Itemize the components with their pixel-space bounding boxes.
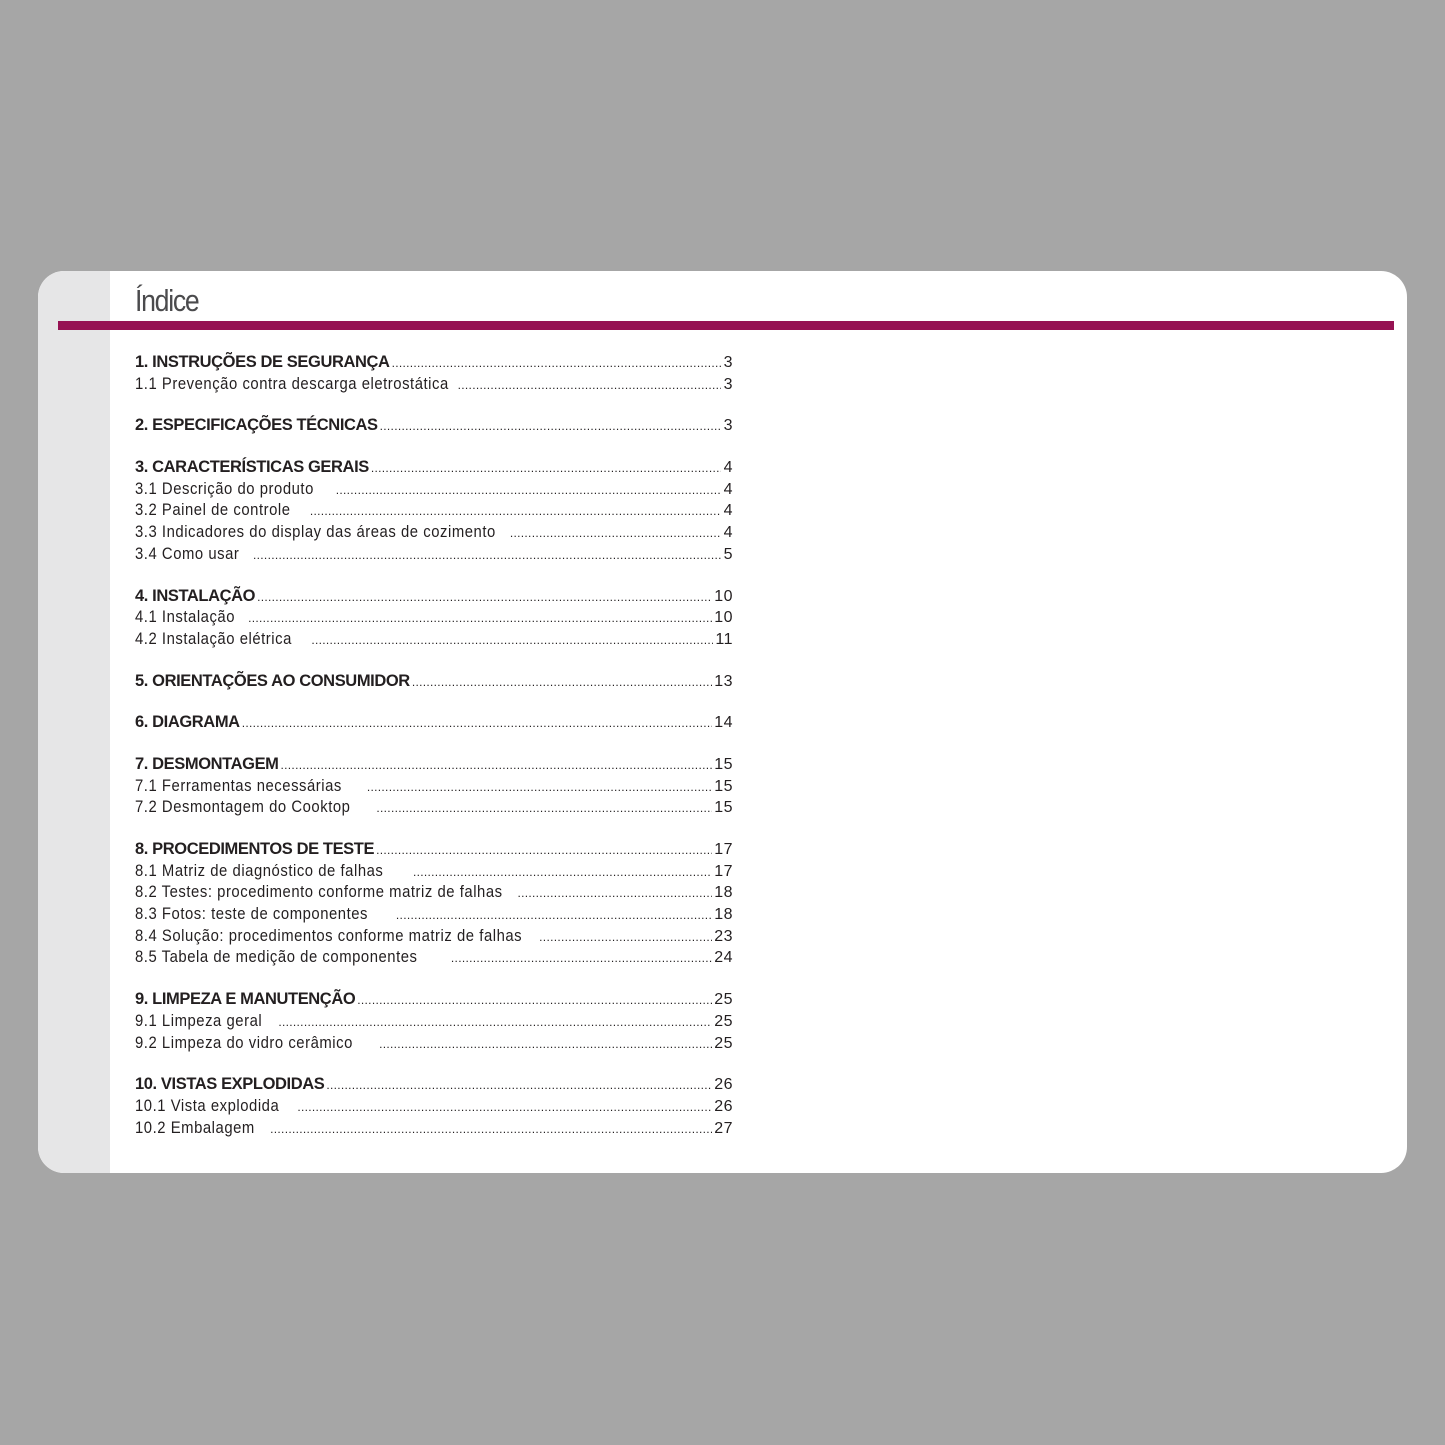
toc-dot-leader xyxy=(253,545,721,567)
toc-entry-label: 8.1 Matriz de diagnóstico de falhas xyxy=(135,861,384,880)
toc-subsection-entry[interactable] xyxy=(135,522,733,544)
toc-dot-leader xyxy=(412,672,712,694)
toc-section xyxy=(135,754,733,819)
toc-dot-leader xyxy=(248,608,712,630)
toc-section xyxy=(135,586,733,651)
toc-dot-leader xyxy=(379,1034,712,1056)
toc-entry-label: 10.1 Vista explodida xyxy=(135,1096,280,1115)
toc-entry-label: 8.2 Testes: procedimento conforme matriz de falhas xyxy=(135,883,503,902)
toc-page-number: 17 xyxy=(714,841,733,858)
toc-page-number: 18 xyxy=(714,906,733,924)
toc-chapter-entry[interactable] xyxy=(135,712,733,734)
toc-subsection-entry[interactable] xyxy=(135,926,733,948)
toc-subsection-entry[interactable] xyxy=(135,607,733,629)
toc-page-number: 10 xyxy=(714,587,733,605)
toc-chapter-entry[interactable] xyxy=(135,415,733,437)
toc-entry-label: 7.2 Desmontagem do Cooktop xyxy=(135,798,351,817)
toc-entry-label: 3.1 Descrição do produto xyxy=(135,479,314,498)
toc-page-number: 3 xyxy=(723,417,733,435)
title-divider xyxy=(58,321,1394,330)
toc-subsection-entry[interactable] xyxy=(135,500,733,522)
toc-dot-leader xyxy=(311,630,713,652)
toc-section xyxy=(135,712,733,734)
toc-subsection-entry[interactable] xyxy=(135,479,733,501)
toc-dot-leader xyxy=(281,755,713,777)
toc-page-number: 4 xyxy=(723,480,733,498)
toc-subsection-entry[interactable] xyxy=(135,904,733,926)
toc-dot-leader xyxy=(451,948,712,970)
toc-page-number: 3 xyxy=(723,375,733,393)
toc-entry-label: 3.2 Painel de controle xyxy=(135,501,291,520)
toc-chapter-entry[interactable] xyxy=(135,754,733,776)
toc-entry-label: 9.1 Limpeza geral xyxy=(135,1011,263,1030)
toc-entry-label: 1. INSTRUÇÕES DE SEGURANÇA xyxy=(135,353,390,371)
toc-chapter-entry[interactable] xyxy=(135,989,733,1011)
toc-entry-label: 4. INSTALAÇÃO xyxy=(135,586,256,605)
toc-page-number: 15 xyxy=(714,755,733,773)
toc-entry-label: 5. ORIENTAÇÕES AO CONSUMIDOR xyxy=(135,671,410,690)
toc-entry-label: 9. LIMPEZA E MANUTENÇÃO xyxy=(135,990,356,1009)
toc-dot-leader xyxy=(257,587,712,609)
toc-entry-label: 4.2 Instalação elétrica xyxy=(135,629,292,648)
toc-entry-label: 10. VISTAS EXPLODIDAS xyxy=(135,1075,325,1094)
toc-section xyxy=(135,415,733,437)
toc-dot-leader xyxy=(517,883,712,905)
toc-dot-leader xyxy=(392,353,721,375)
toc-page-number: 3 xyxy=(723,354,733,371)
index-card xyxy=(38,271,1407,1173)
toc-chapter-entry[interactable] xyxy=(135,457,733,479)
toc-page-number: 26 xyxy=(714,1097,733,1115)
toc-dot-leader xyxy=(357,990,712,1012)
toc-chapter-entry[interactable] xyxy=(135,839,733,861)
toc-dot-leader xyxy=(376,798,712,820)
toc-section xyxy=(135,671,733,693)
toc-chapter-entry[interactable] xyxy=(135,671,733,693)
toc-dot-leader xyxy=(380,416,721,438)
toc-page-number: 4 xyxy=(723,502,733,520)
toc-page-number: 15 xyxy=(714,777,733,795)
toc-page-number: 27 xyxy=(714,1119,733,1137)
toc-page-number: 14 xyxy=(714,714,733,732)
toc-section xyxy=(135,839,733,969)
toc-subsection-entry[interactable] xyxy=(135,797,733,819)
toc-page-number: 26 xyxy=(714,1076,733,1094)
toc-dot-leader xyxy=(310,501,721,523)
toc-entry-label: 7. DESMONTAGEM xyxy=(135,754,279,773)
toc-subsection-entry[interactable] xyxy=(135,861,733,883)
toc-dot-leader xyxy=(270,1119,712,1141)
toc-section xyxy=(135,457,733,565)
toc-subsection-entry[interactable] xyxy=(135,776,733,798)
toc-entry-label: 4.1 Instalação xyxy=(135,608,236,627)
toc-page-number: 4 xyxy=(723,524,733,542)
toc-subsection-entry[interactable] xyxy=(135,882,733,904)
toc-chapter-entry[interactable] xyxy=(135,1074,733,1096)
toc-dot-leader xyxy=(376,840,712,862)
toc-page-number: 25 xyxy=(714,1034,733,1052)
toc-dot-leader xyxy=(458,375,721,397)
toc-dot-leader xyxy=(242,713,713,735)
toc-entry-label: 8.4 Solução: procedimentos conforme matriz de falhas xyxy=(135,926,523,945)
toc-subsection-entry[interactable] xyxy=(135,544,733,566)
toc-dot-leader xyxy=(367,777,712,799)
toc-page-number: 25 xyxy=(714,1012,733,1030)
toc-entry-label: 8. PROCEDIMENTOS DE TESTE xyxy=(135,840,375,858)
toc-dot-leader xyxy=(336,480,721,502)
toc-entry-label: 3.3 Indicadores do display das áreas de cozimento xyxy=(135,523,496,542)
toc-subsection-entry[interactable] xyxy=(135,947,733,969)
toc-page-number: 18 xyxy=(714,884,733,902)
toc-page-number: 23 xyxy=(714,927,733,945)
toc-dot-leader xyxy=(539,927,712,949)
page-title: Índice xyxy=(135,283,199,318)
toc-dot-leader xyxy=(297,1097,712,1119)
toc-page-number: 5 xyxy=(723,545,733,563)
toc-page-number: 25 xyxy=(714,991,733,1009)
toc-entry-label: 10.2 Embalagem xyxy=(135,1118,255,1137)
toc-dot-leader xyxy=(396,905,712,927)
toc-chapter-entry[interactable] xyxy=(135,352,733,374)
toc-entry-label: 9.2 Limpeza do vidro cerâmico xyxy=(135,1033,353,1052)
toc-page-number: 4 xyxy=(723,459,733,477)
toc-dot-leader xyxy=(278,1012,712,1034)
toc-section xyxy=(135,352,733,395)
toc-section xyxy=(135,989,733,1054)
toc-dot-leader xyxy=(510,523,721,545)
toc-entry-label: 1.1 Prevenção contra descarga eletrostática xyxy=(135,374,449,393)
toc-entry-label: 8.5 Tabela de medição de componentes xyxy=(135,948,418,967)
table-of-contents xyxy=(135,352,733,1159)
toc-subsection-entry[interactable] xyxy=(135,1118,733,1140)
toc-dot-leader xyxy=(413,862,712,884)
toc-page-number: 13 xyxy=(714,672,733,690)
toc-subsection-entry[interactable] xyxy=(135,1011,733,1033)
toc-page-number: 11 xyxy=(715,630,733,648)
toc-entry-label: 7.1 Ferramentas necessárias xyxy=(135,776,342,795)
toc-entry-label: 3. CARACTERÍSTICAS GERAIS xyxy=(135,458,369,477)
toc-page-number: 17 xyxy=(714,862,733,880)
toc-entry-label: 8.3 Fotos: teste de componentes xyxy=(135,905,369,924)
toc-subsection-entry[interactable] xyxy=(135,629,733,651)
toc-page-number: 10 xyxy=(714,609,733,627)
toc-page-number: 24 xyxy=(714,949,733,967)
toc-dot-leader xyxy=(326,1075,712,1097)
side-margin-strip xyxy=(38,271,110,1173)
toc-entry-label: 3.4 Como usar xyxy=(135,544,240,563)
toc-subsection-entry[interactable] xyxy=(135,1096,733,1118)
toc-entry-label: 6. DIAGRAMA xyxy=(135,713,240,732)
toc-section xyxy=(135,1074,733,1139)
toc-page-number: 15 xyxy=(714,799,733,817)
toc-subsection-entry[interactable] xyxy=(135,374,733,396)
toc-dot-leader xyxy=(371,458,721,480)
toc-subsection-entry[interactable] xyxy=(135,1033,733,1055)
toc-chapter-entry[interactable] xyxy=(135,586,733,608)
toc-entry-label: 2. ESPECIFICAÇÕES TÉCNICAS xyxy=(135,416,378,435)
